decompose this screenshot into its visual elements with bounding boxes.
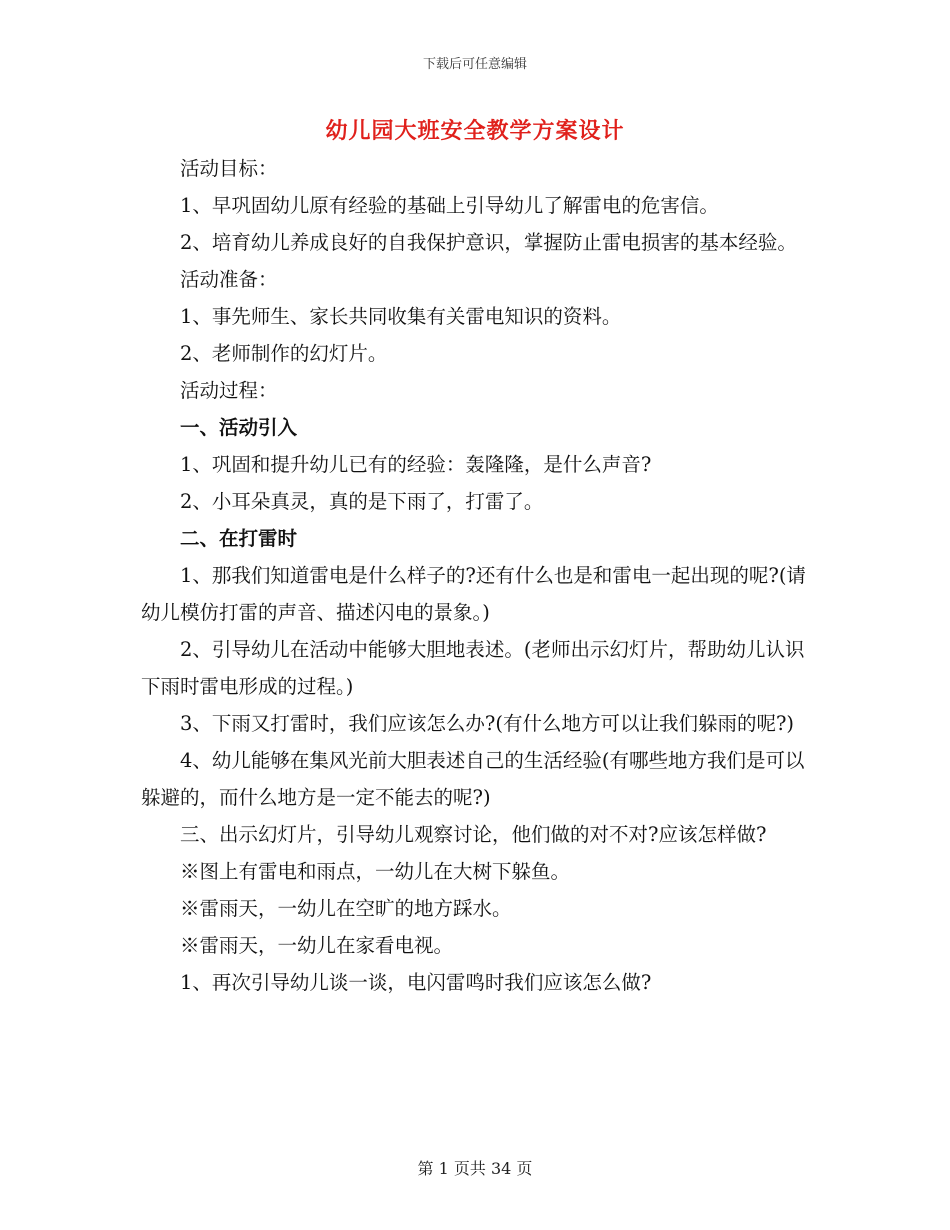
paragraph: ※图上有雷电和雨点，一幼儿在大树下躲鱼。 — [180, 860, 571, 883]
paragraph: 3、下雨又打雷时，我们应该怎么办?(有什么地方可以让我们躲雨的呢?) — [180, 712, 795, 735]
paragraph: 2、老师制作的幻灯片。 — [180, 342, 388, 365]
page-footer: 第 1 页共 34 页 — [417, 1159, 533, 1178]
page-header: 下载后可任意编辑 — [422, 57, 527, 72]
paragraph: 2、培育幼儿养成良好的自我保护意识，掌握防止雷电损害的基本经验。 — [180, 231, 797, 254]
paragraph: ※雷雨天，一幼儿在家看电视。 — [180, 934, 454, 957]
section-heading: 一、活动引入 — [180, 416, 298, 439]
paragraph: 1、早巩固幼儿原有经验的基础上引导幼儿了解雷电的危害信。 — [180, 194, 719, 217]
paragraph: 1、巩固和提升幼儿已有的经验：轰隆隆，是什么声音? — [180, 453, 652, 476]
paragraph: 1、事先师生、家长共同收集有关雷电知识的资料。 — [180, 305, 622, 328]
paragraph: 活动过程： — [180, 379, 278, 402]
paragraph: 活动准备： — [180, 268, 278, 291]
paragraph: 2、引导幼儿在活动中能够大胆地表述。(老师出示幻灯片，帮助幼儿认识下雨时雷电形成的过程。) — [141, 638, 805, 698]
paragraph: 4、幼儿能够在集风光前大胆表述自己的生活经验(有哪些地方我们是可以躲避的，而什么地方是一定不能去的呢?) — [141, 749, 805, 809]
paragraph: 活动目标： — [180, 157, 278, 180]
paragraph: 2、小耳朵真灵，真的是下雨了，打雷了。 — [180, 490, 544, 513]
paragraph: 1、再次引导幼儿谈一谈，电闪雷鸣时我们应该怎么做? — [180, 971, 652, 994]
paragraph: 1、那我们知道雷电是什么样子的?还有什么也是和雷电一起出现的呢?(请幼儿模仿打雷的声音、描述闪电的景象。) — [141, 564, 806, 624]
paragraph: 三、出示幻灯片，引导幼儿观察讨论，他们做的对不对?应该怎样做? — [180, 823, 767, 846]
document-body — [141, 150, 809, 1001]
paragraph: ※雷雨天，一幼儿在空旷的地方踩水。 — [180, 897, 512, 920]
document-title: 幼儿园大班安全教学方案设计 — [325, 118, 625, 144]
section-heading: 二、在打雷时 — [180, 527, 298, 550]
